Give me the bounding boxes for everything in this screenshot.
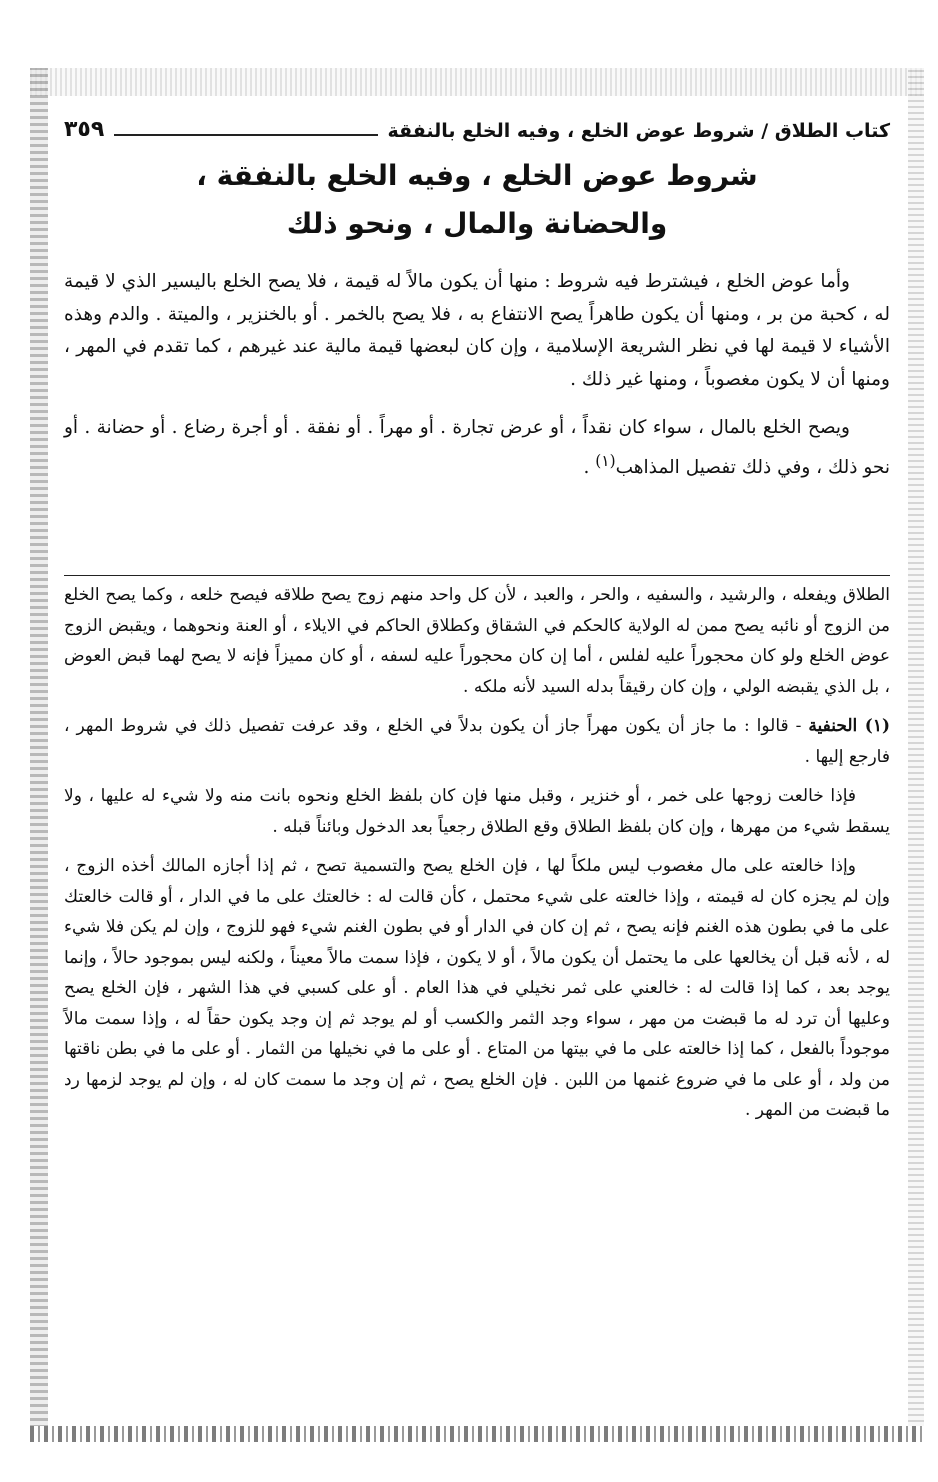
decorative-border-bottom (30, 1426, 924, 1442)
running-header-rule (114, 134, 377, 136)
page (64, 100, 890, 1422)
page-number: ٣٥٩ (64, 117, 105, 142)
running-header-title: كتاب الطلاق / شروط عوض الخلع ، وفيه الخلع بالنفقة (387, 120, 890, 142)
section-title-line-2: والحضانة والمال ، ونحو ذلك (286, 207, 668, 240)
decorative-border-right (908, 68, 924, 1428)
footnote-reference-1[interactable]: (١) (595, 451, 616, 470)
footnote-continuation: الطلاق ويفعله ، والرشيد ، والسفيه ، والحر ، والعبد ، لأن كل واحد منهم زوج يصح طلاقه فيصح خلعه ، وكما يصح الخلع من الزوج أو نائبه يصح ممن له الولاية كالحكم في الشقاق وكطلاق الحاكم في الايلاء ، أو العنة ونحوهما ، ويقبض الزوج عوض الخلع ولو كان محجوراً عليه لفلس ، أما إن كان محجوراً عليه لسفه ، أو كان مميزاً فإنه لا يصح لهما قبض العوض ، بل الذي يقبضه الولي ، وإن كان رقيقاً بدله السيد لأنه ملكه . (64, 585, 890, 697)
decorative-border-top (30, 68, 924, 96)
section-title-line-1: شروط عوض الخلع ، وفيه الخلع بالنفقة ، (196, 159, 758, 192)
body-paragraph-2-text: ويصح الخلع بالمال ، سواء كان نقداً ، أو عرض تجارة . أو مهراً . أو نفقة . أو أجرة رضاع . أو حضانة . أو نحو ذلك ، وفي ذلك تفصيل المذاهب (64, 417, 890, 478)
main-body (64, 266, 890, 484)
footnote-1-text: - قالوا : ما جاز أن يكون مهراً جاز أن يكون بدلاً في الخلع ، وقد عرفت تفصيل ذلك في شروط المهر ، فارجع إليها . (64, 716, 890, 767)
body-paragraph-2 (64, 412, 890, 484)
body-paragraph-1: وأما عوض الخلع ، فيشترط فيه شروط : منها أن يكون مالاً له قيمة ، فلا يصح الخلع باليسير الذي لا قيمة له ، كحبة من بر ، ومنها أن يكون طاهراً يصح الانتفاع به ، فلا يصح بالخمر . أو بالخنزير ، والميتة . والدم وهذه الأشياء لا قيمة لها في نظر الشريعة الإسلامية ، وإن كان لبعضها قيمة مالية عند غيرهم ، كما تقدم في المهر ، ومنها أن لا يكون مغصوباً ، ومنها غير ذلك . (64, 271, 890, 390)
footnote-1 (64, 711, 890, 772)
body-paragraph-2-end: . (583, 456, 596, 478)
decorative-border-left (30, 68, 48, 1428)
footnotes (64, 580, 890, 1126)
footnote-divider (64, 575, 890, 576)
section-title (64, 152, 890, 248)
running-header (64, 112, 890, 142)
footnote-paragraph-3: وإذا خالعته على مال مغصوب ليس ملكاً لها ، فإن الخلع يصح والتسمية تصح ، ثم إذا أجازه المالك أخذه الزوج ، وإن لم يجزه كان له قيمته ، وإذا خالعته على شيء محتمل ، كأن قالت له : خالعتك على ما في الدار ، أو قالت خالعتك على ما في بطون هذه الغنم فإنه يصح ، ثم إن كان في الدار أو في بطون الغنم شيء فهو للزوج ، وإن لم يكن فلا شيء له ، لأنه قبل أن يخالعها على ما يحتمل أن يكون مالاً ، أو لا يكون ، فإذا سمت مالاً معيناً ، ولكنه ليس بموجود حالاً ، وإنما يوجد بعد ، كما إذا قالت له : خالعني على ثمر نخيلي في هذا العام . أو على كسبي في هذا الشهر ، فإن الخلع يصح وعليها أن ترد له ما قبضت من مهر ، سواء وجد الثمر والكسب أو لم يوجد ثم إن وجد يكون حقاً له ، وإذا سمت مالاً موجوداً بالفعل ، كما إذا خالعته على ما في بيتها من المتاع . أو على ما في نخيلها من الثمار . أو على ما في بطن ناقتها من ولد ، أو على ما في ضروع غنمها من اللبن . فإن الخلع يصح ، ثم إن وجد ما سمت كان له ، وإن لم يوجد لزمها رد ما قبضت من المهر . (64, 856, 890, 1120)
footnote-paragraph-2: فإذا خالعت زوجها على خمر ، أو خنزير ، وقبل منها فإن كان بلفظ الخلع ونحوه بانت منه ولا شيء له عليها ، ولا يسقط شيء من مهرها ، وإن كان بلفظ الطلاق وقع الطلاق رجعياً بعد الدخول وبائناً قبله . (64, 786, 890, 837)
footnote-1-heading: (١) الحنفية (808, 716, 890, 736)
